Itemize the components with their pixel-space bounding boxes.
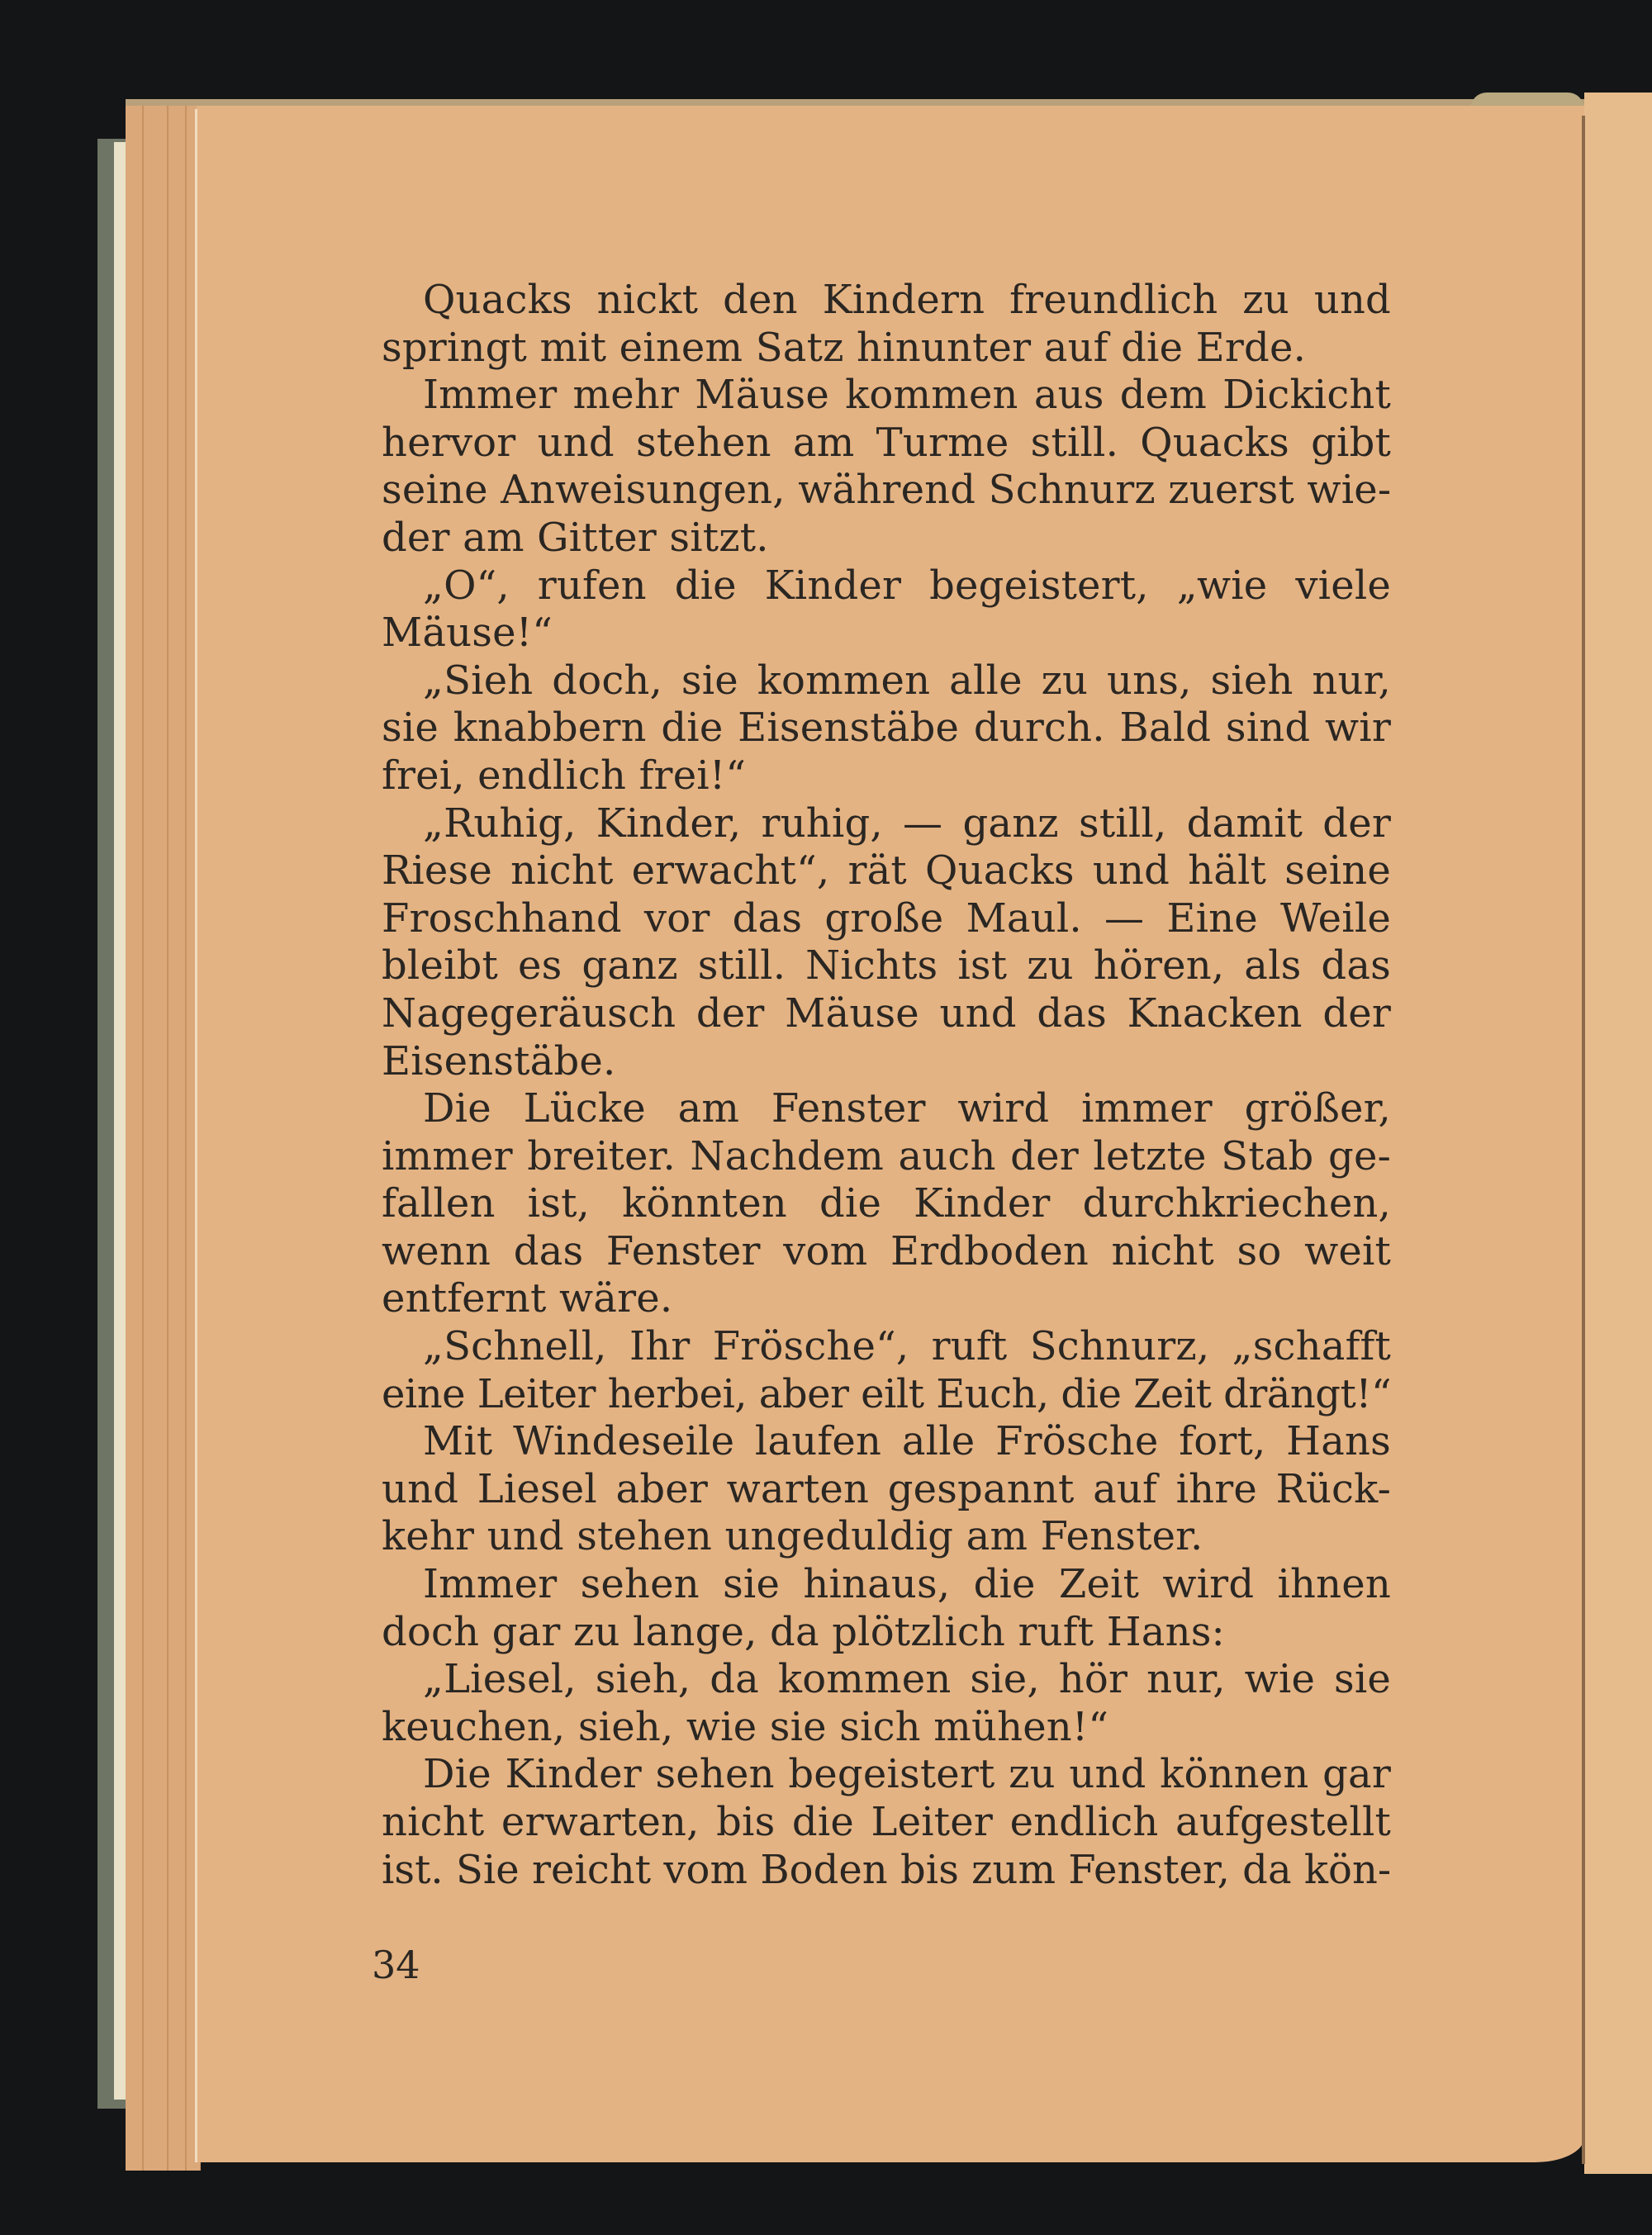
- facing-page-edge: [1584, 93, 1652, 2174]
- text-line: Die Kinder sehen begeistert zu und können gar: [423, 1751, 1391, 1798]
- text-line: „Schnell, Ihr Frösche“, ruft Schnurz, „schafft: [423, 1323, 1391, 1370]
- text-line: keuchen, sieh, wie sie sich mühen!“: [382, 1703, 1109, 1750]
- text-line: doch gar zu lange, da plötzlich ruft Hans:: [382, 1608, 1225, 1655]
- text-line: kehr und stehen ungeduldig am Fenster.: [382, 1513, 1203, 1560]
- text-line: entfernt wäre.: [382, 1275, 673, 1322]
- stack-line: [185, 106, 187, 2171]
- text-line: „Sieh doch, sie kommen alle zu uns, sieh nur,: [423, 657, 1391, 704]
- text-line: „O“, rufen die Kinder begeistert, „wie viele: [423, 562, 1391, 609]
- text-line: Mit Windeseile laufen alle Frösche fort, Hans: [423, 1418, 1391, 1465]
- text-line: frei, endlich frei!“: [382, 752, 747, 799]
- text-line: Immer mehr Mäuse kommen aus dem Dickicht: [423, 372, 1391, 419]
- page-number: 34: [372, 1943, 420, 1987]
- book-gutter: [1582, 116, 1585, 2164]
- text-line: Quacks nickt den Kindern freundlich zu und: [423, 277, 1391, 323]
- text-line: und Liesel aber warten gespannt auf ihre Rück-: [382, 1465, 1391, 1512]
- text-line: der am Gitter sitzt.: [382, 514, 769, 561]
- text-line: Nagegeräusch der Mäuse und das Knacken der: [382, 989, 1391, 1037]
- text-line: bleibt es ganz still. Nichts ist zu hören, als das: [382, 942, 1391, 989]
- page-stack-edge: [126, 106, 201, 2171]
- text-line: sie knabbern die Eisenstäbe durch. Bald sind wir: [382, 705, 1391, 752]
- text-line: Eisenstäbe.: [382, 1037, 616, 1084]
- text-line: Immer sehen sie hinaus, die Zeit wird ihnen: [423, 1561, 1391, 1608]
- text-line: hervor und stehen am Turme still. Quacks gibt: [382, 419, 1391, 466]
- stack-line: [167, 106, 169, 2171]
- page-inner-edge: [195, 109, 197, 2162]
- text-line: seine Anweisungen, während Schnurz zuerst wie-: [382, 467, 1392, 514]
- text-line: „Ruhig, Kinder, ruhig, — ganz still, damit der: [423, 800, 1391, 847]
- text-line: Riese nicht erwacht“, rät Quacks und hält seine: [382, 847, 1391, 894]
- book-endpaper-edge: [114, 142, 126, 2100]
- stack-line: [142, 106, 144, 2171]
- text-line: nicht erwarten, bis die Leiter endlich aufgestellt: [382, 1799, 1391, 1845]
- text-line: Mäuse!“: [382, 610, 553, 657]
- page-body-text: [382, 277, 1391, 1894]
- text-line: Froschhand vor das große Maul. — Eine Weile: [382, 894, 1391, 942]
- text-line: wenn das Fenster vom Erdboden nicht so weit: [382, 1227, 1391, 1274]
- text-line: springt mit einem Satz hinunter auf die Erde.: [382, 324, 1307, 371]
- text-line: immer breiter. Nachdem auch der letzte Stab ge-: [382, 1132, 1391, 1179]
- text-line: „Liesel, sieh, da kommen sie, hör nur, wie sie: [423, 1656, 1391, 1703]
- text-line: ist. Sie reicht vom Boden bis zum Fenster, da kön-: [382, 1846, 1392, 1893]
- text-line: Die Lücke am Fenster wird immer größer,: [423, 1085, 1391, 1132]
- text-line: eine Leiter herbei, aber eilt Euch, die Zeit drängt!“: [382, 1370, 1392, 1417]
- text-line: fallen ist, könnten die Kinder durchkriechen,: [382, 1180, 1391, 1227]
